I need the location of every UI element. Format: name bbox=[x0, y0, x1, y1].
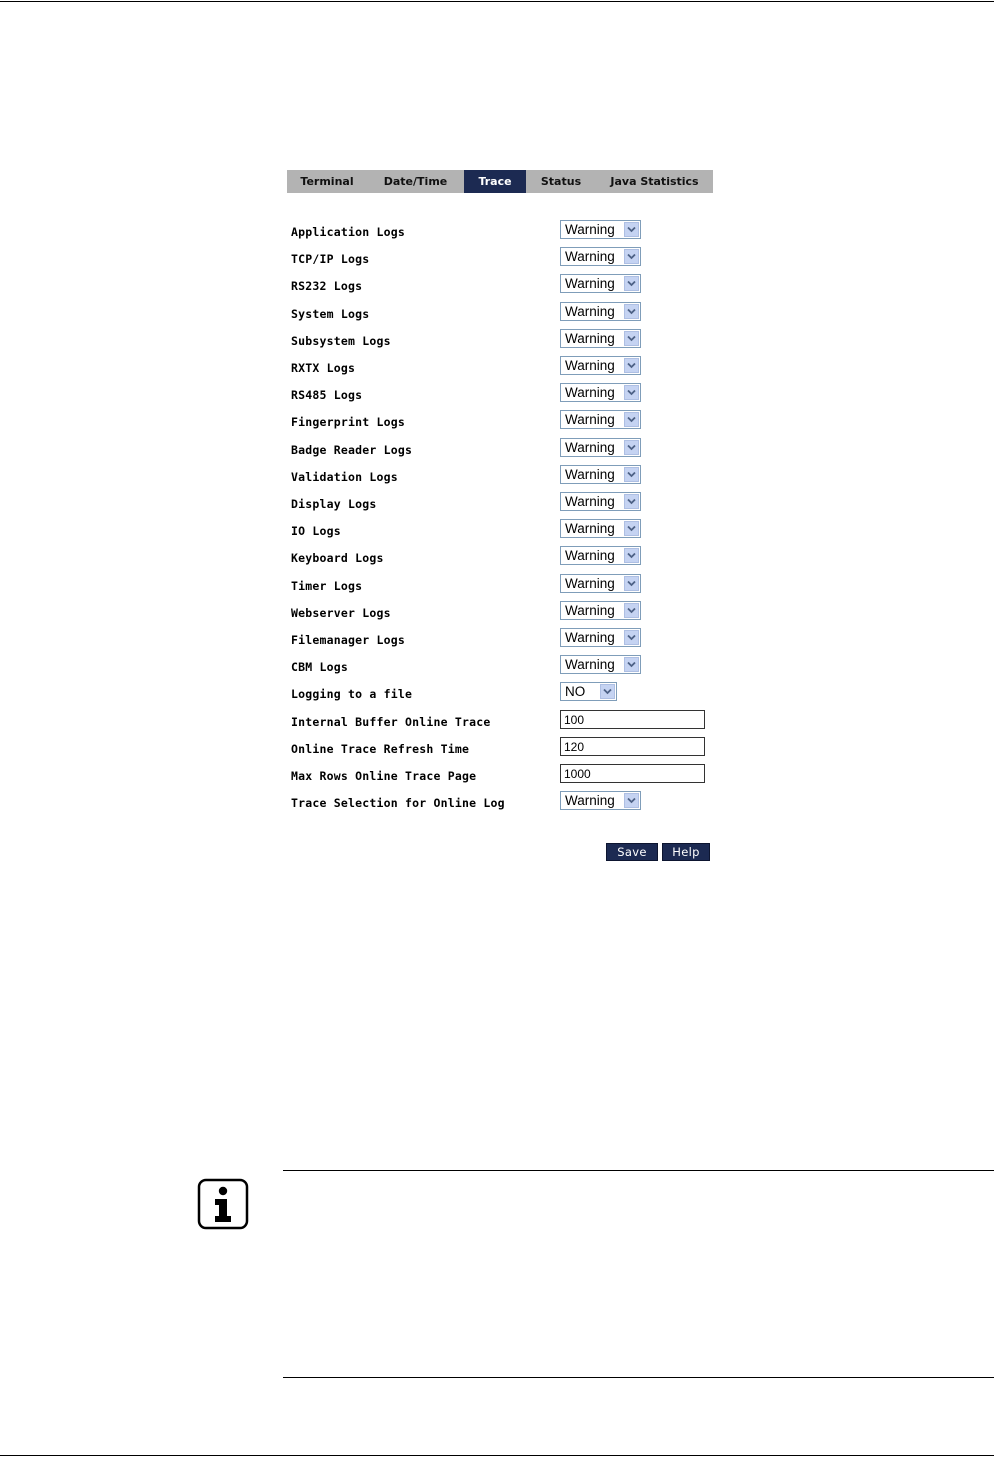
setting-label: Fingerprint Logs bbox=[291, 415, 405, 429]
bottom-rule bbox=[0, 1455, 994, 1456]
select-value: Warning bbox=[565, 630, 615, 645]
setting-row-io-logs bbox=[291, 516, 721, 543]
logging-to-a-file-select[interactable] bbox=[560, 682, 617, 701]
chevron-down-icon[interactable] bbox=[624, 494, 639, 509]
chevron-down-icon[interactable] bbox=[624, 576, 639, 591]
chevron-down-icon[interactable] bbox=[600, 684, 615, 699]
chevron-down-icon[interactable] bbox=[624, 440, 639, 455]
setting-label: TCP/IP Logs bbox=[291, 252, 370, 266]
setting-label: Filemanager Logs bbox=[291, 633, 405, 647]
setting-row-system-logs bbox=[291, 299, 721, 326]
select-value: Warning bbox=[565, 657, 615, 672]
info-icon bbox=[197, 1178, 249, 1230]
help-button[interactable]: Help bbox=[662, 843, 710, 861]
chevron-down-icon[interactable] bbox=[624, 521, 639, 536]
max-rows-online-trace-page-input[interactable] bbox=[560, 764, 705, 783]
rs232-logs-select[interactable] bbox=[560, 274, 641, 293]
chevron-down-icon[interactable] bbox=[624, 657, 639, 672]
select-value: Warning bbox=[565, 222, 615, 237]
setting-label: RS232 Logs bbox=[291, 279, 363, 293]
chevron-down-icon[interactable] bbox=[624, 304, 639, 319]
setting-row-fingerprint-logs bbox=[291, 407, 721, 434]
validation-logs-select[interactable] bbox=[560, 465, 641, 484]
select-value: Warning bbox=[565, 412, 615, 427]
setting-row-logging-to-a-file bbox=[291, 679, 721, 706]
select-value: NO bbox=[565, 684, 586, 699]
subsystem-logs-select[interactable] bbox=[560, 329, 641, 348]
chevron-down-icon[interactable] bbox=[624, 603, 639, 618]
select-value: Warning bbox=[565, 548, 615, 563]
note-top-rule bbox=[283, 1170, 994, 1171]
setting-label: IO Logs bbox=[291, 524, 341, 538]
chevron-down-icon[interactable] bbox=[624, 222, 639, 237]
setting-row-rs485-logs bbox=[291, 380, 721, 407]
setting-row-internal-buffer-online-trace bbox=[291, 707, 721, 734]
chevron-down-icon[interactable] bbox=[624, 412, 639, 427]
setting-label: RXTX Logs bbox=[291, 361, 356, 375]
select-value: Warning bbox=[565, 331, 615, 346]
select-value: Warning bbox=[565, 793, 615, 808]
setting-label: Validation Logs bbox=[291, 470, 398, 484]
io-logs-select[interactable] bbox=[560, 519, 641, 538]
tab-java-statistics[interactable]: Java Statistics bbox=[610, 175, 699, 188]
save-button[interactable]: Save bbox=[606, 843, 658, 861]
setting-row-validation-logs bbox=[291, 462, 721, 489]
setting-row-online-trace-refresh-time bbox=[291, 734, 721, 761]
online-trace-refresh-time-input[interactable] bbox=[560, 737, 705, 756]
chevron-down-icon[interactable] bbox=[624, 630, 639, 645]
timer-logs-select[interactable] bbox=[560, 574, 641, 593]
select-value: Warning bbox=[565, 249, 615, 264]
setting-row-trace-selection-for-online-log bbox=[291, 788, 721, 815]
system-logs-select[interactable] bbox=[560, 302, 641, 321]
chevron-down-icon[interactable] bbox=[624, 358, 639, 373]
select-value: Warning bbox=[565, 304, 615, 319]
setting-label: Display Logs bbox=[291, 497, 377, 511]
chevron-down-icon[interactable] bbox=[624, 331, 639, 346]
setting-row-application-logs bbox=[291, 217, 721, 244]
chevron-down-icon[interactable] bbox=[624, 467, 639, 482]
select-value: Warning bbox=[565, 467, 615, 482]
select-value: Warning bbox=[565, 494, 615, 509]
setting-label: RS485 Logs bbox=[291, 388, 363, 402]
rs485-logs-select[interactable] bbox=[560, 383, 641, 402]
setting-row-subsystem-logs bbox=[291, 326, 721, 353]
internal-buffer-online-trace-input[interactable] bbox=[560, 710, 705, 729]
tab-bar bbox=[287, 170, 713, 193]
tab-terminal[interactable]: Terminal bbox=[300, 175, 354, 188]
setting-row-tcp-ip-logs bbox=[291, 244, 721, 271]
tab-trace[interactable]: Trace bbox=[464, 170, 526, 193]
setting-label: Timer Logs bbox=[291, 579, 363, 593]
setting-label: System Logs bbox=[291, 307, 370, 321]
setting-label: Webserver Logs bbox=[291, 606, 391, 620]
chevron-down-icon[interactable] bbox=[624, 548, 639, 563]
setting-row-timer-logs bbox=[291, 571, 721, 598]
tab-date-time[interactable]: Date/Time bbox=[383, 175, 448, 188]
select-value: Warning bbox=[565, 603, 615, 618]
fingerprint-logs-select[interactable] bbox=[560, 410, 641, 429]
select-value: Warning bbox=[565, 521, 615, 536]
trace-selection-for-online-log-select[interactable] bbox=[560, 791, 641, 810]
cbm-logs-select[interactable] bbox=[560, 655, 641, 674]
setting-label: CBM Logs bbox=[291, 660, 348, 674]
setting-row-max-rows-online-trace-page bbox=[291, 761, 721, 788]
setting-label: Badge Reader Logs bbox=[291, 443, 413, 457]
chevron-down-icon[interactable] bbox=[624, 276, 639, 291]
note-bottom-rule bbox=[283, 1377, 994, 1378]
tab-status[interactable]: Status bbox=[540, 175, 582, 188]
filemanager-logs-select[interactable] bbox=[560, 628, 641, 647]
setting-label: Subsystem Logs bbox=[291, 334, 391, 348]
setting-row-badge-reader-logs bbox=[291, 435, 721, 462]
chevron-down-icon[interactable] bbox=[624, 385, 639, 400]
webserver-logs-select[interactable] bbox=[560, 601, 641, 620]
setting-row-display-logs bbox=[291, 489, 721, 516]
setting-row-rs232-logs bbox=[291, 271, 721, 298]
select-value: Warning bbox=[565, 440, 615, 455]
setting-label: Max Rows Online Trace Page bbox=[291, 769, 477, 783]
chevron-down-icon[interactable] bbox=[624, 249, 639, 264]
setting-label: Internal Buffer Online Trace bbox=[291, 715, 491, 729]
select-value: Warning bbox=[565, 385, 615, 400]
select-value: Warning bbox=[565, 576, 615, 591]
setting-row-filemanager-logs bbox=[291, 625, 721, 652]
setting-row-keyboard-logs bbox=[291, 543, 721, 570]
setting-row-cbm-logs bbox=[291, 652, 721, 679]
tcp-ip-logs-select[interactable] bbox=[560, 247, 641, 266]
select-value: Warning bbox=[565, 276, 615, 291]
application-logs-select[interactable] bbox=[560, 220, 641, 239]
setting-label: Keyboard Logs bbox=[291, 551, 384, 565]
rxtx-logs-select[interactable] bbox=[560, 356, 641, 375]
setting-label: Online Trace Refresh Time bbox=[291, 742, 470, 756]
display-logs-select[interactable] bbox=[560, 492, 641, 511]
badge-reader-logs-select[interactable] bbox=[560, 438, 641, 457]
setting-label: Trace Selection for Online Log bbox=[291, 796, 505, 810]
top-rule bbox=[0, 1, 994, 2]
setting-label: Application Logs bbox=[291, 225, 405, 239]
setting-row-rxtx-logs bbox=[291, 353, 721, 380]
chevron-down-icon[interactable] bbox=[624, 793, 639, 808]
select-value: Warning bbox=[565, 358, 615, 373]
setting-row-webserver-logs bbox=[291, 598, 721, 625]
keyboard-logs-select[interactable] bbox=[560, 546, 641, 565]
setting-label: Logging to a file bbox=[291, 687, 413, 701]
